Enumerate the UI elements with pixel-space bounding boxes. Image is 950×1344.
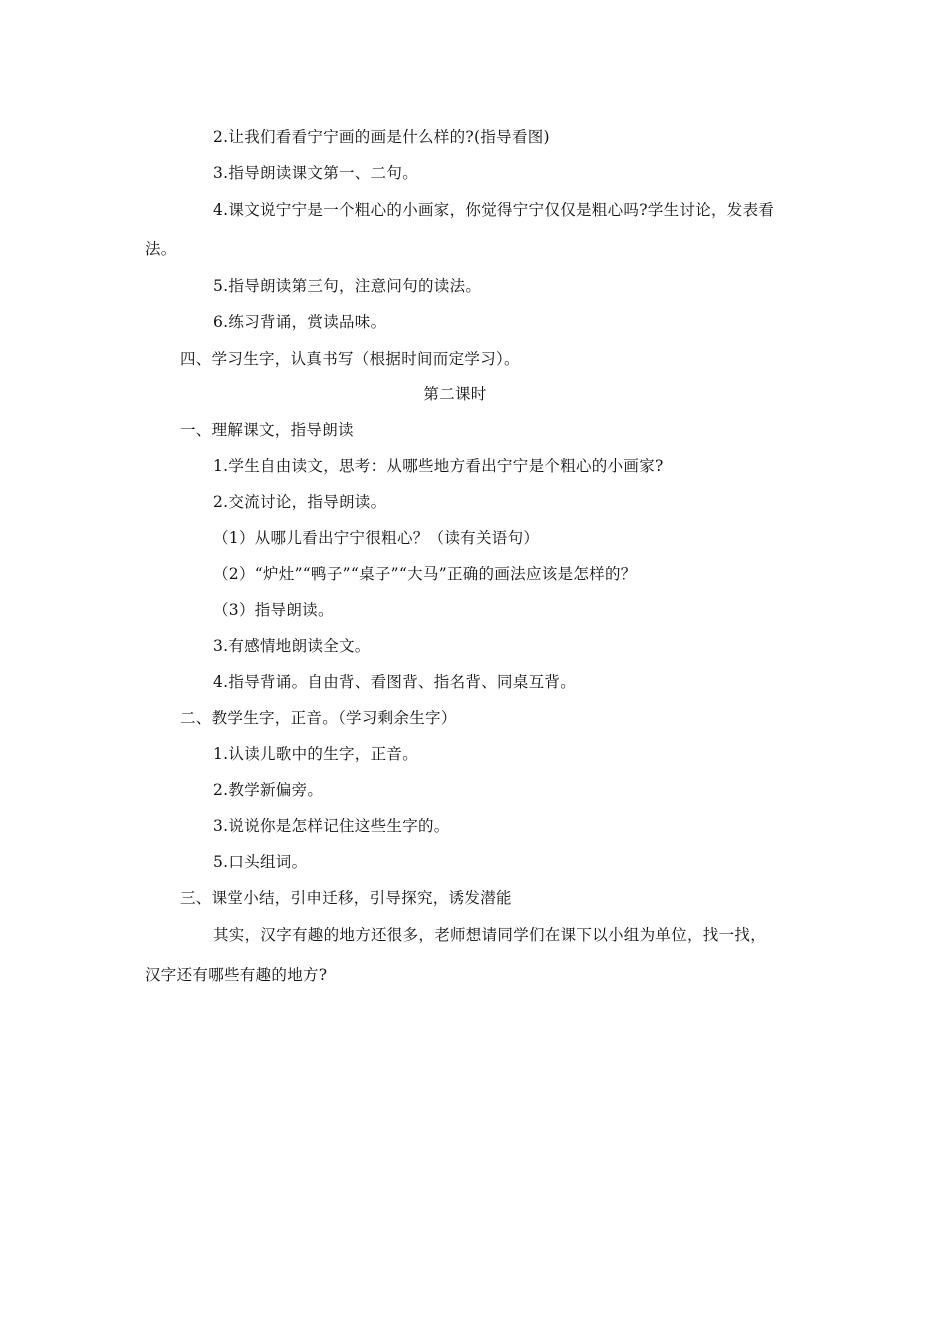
step-6-recite: 6.练习背诵，赏读品味。 [213, 313, 387, 331]
subitem-2-correct-drawing: （2）“炉灶”“鸭子”“桌子”“大马”正确的画法应该是怎样的？ [213, 565, 637, 583]
step-4-continuation: 法。 [145, 240, 177, 258]
step-3-read-sentences: 3.指导朗读课文第一、二句。 [213, 164, 418, 182]
step-4-discussion: 4.课文说宁宁是一个粗心的小画家，你觉得宁宁仅仅是粗心吗?学生讨论，发表看 [213, 201, 775, 219]
closing-paragraph-continuation: 汉字还有哪些有趣的地方? [145, 966, 328, 984]
item-2-new-radicals: 2.教学新偏旁。 [213, 781, 324, 799]
subitem-3-guided-reading: （3）指导朗读。 [213, 601, 334, 619]
item-2-discussion: 2.交流讨论，指导朗读。 [213, 493, 387, 511]
step-2-look-at-picture: 2.让我们看看宁宁画的画是什么样的?(指导看图) [213, 128, 550, 146]
lesson-2-title: 第二课时 [423, 385, 487, 403]
section-2-heading: 二、教学生字，正音。（学习剩余生字） [180, 709, 457, 727]
closing-paragraph: 其实，汉字有趣的地方还很多，老师想请同学们在课下以小组为单位，找一找， [213, 926, 767, 944]
item-4-recitation: 4.指导背诵。自由背、看图背、指名背、同桌互背。 [213, 673, 576, 691]
item-3-read-full-text: 3.有感情地朗读全文。 [213, 637, 371, 655]
item-1-free-reading: 1.学生自由读文，思考：从哪些地方看出宁宁是个粗心的小画家? [213, 457, 664, 475]
subitem-1-careless: （1）从哪儿看出宁宁很粗心？（读有关语句） [213, 529, 540, 547]
item-5-word-building: 5.口头组词。 [213, 853, 308, 871]
section-1-heading: 一、理解课文，指导朗读 [180, 421, 354, 439]
section-3-heading: 三、课堂小结，引申迁移，引导探究，诱发潜能 [180, 889, 512, 907]
section-4-heading: 四、学习生字，认真书写（根据时间而定学习）。 [180, 350, 520, 368]
item-1-recognize-characters: 1.认读儿歌中的生字，正音。 [213, 745, 418, 763]
step-5-question-reading: 5.指导朗读第三句，注意问句的读法。 [213, 277, 482, 295]
item-3-memorize: 3.说说你是怎样记住这些生字的。 [213, 817, 450, 835]
